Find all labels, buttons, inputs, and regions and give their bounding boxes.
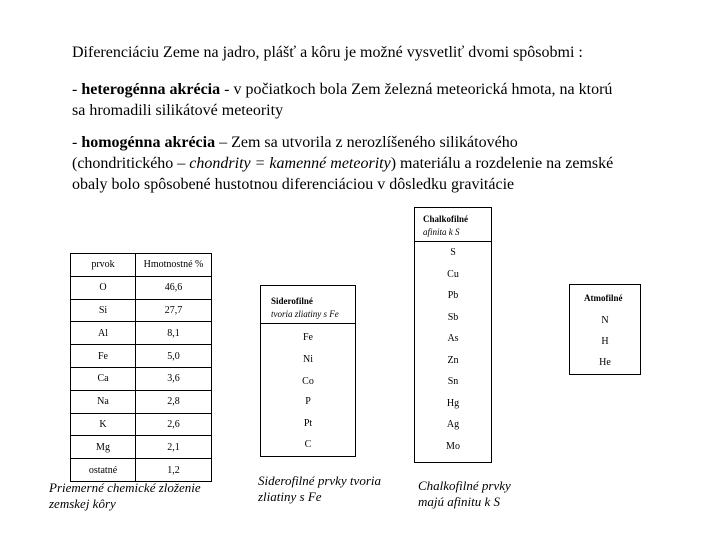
element-cell: Mg xyxy=(71,436,136,459)
siderophile-element: P xyxy=(305,396,311,407)
atmophile-title: Atmofilné xyxy=(584,293,623,303)
atmophile-element: H xyxy=(601,336,609,347)
chalcophile-caption-line1: Chalkofilné prvky xyxy=(418,478,511,493)
chalcophile-caption-line2: majú afinitu k S xyxy=(418,494,500,509)
homogeneous-line3: obaly bolo spôsobené hustotnou diferenciáciou v dôsledku gravitácie xyxy=(72,176,515,193)
header-mass-percent: Hmotnostné % xyxy=(136,254,212,277)
chalcophile-element: Hg xyxy=(446,398,460,409)
chalcophile-header-divider xyxy=(415,241,491,242)
siderophile-element: Fe xyxy=(303,332,313,343)
chalcophile-subtitle: afinita k S xyxy=(423,227,460,237)
siderophile-header-divider xyxy=(261,323,355,324)
crust-composition-table xyxy=(70,253,212,482)
siderophile-caption-line2: zliatiny s Fe xyxy=(258,489,322,504)
chalcophile-element: Zn xyxy=(447,355,459,366)
chalcophile-column xyxy=(414,207,492,463)
siderophile-caption-line1: Siderofilné prvky tvoria xyxy=(258,473,381,488)
element-cell: Si xyxy=(71,299,136,322)
value-cell: 3,6 xyxy=(136,367,212,390)
chalcophile-caption xyxy=(418,478,558,510)
table-row xyxy=(71,367,212,390)
chalcophile-element: Cu xyxy=(447,269,459,280)
chalcophile-element: Ag xyxy=(446,419,460,430)
homogeneous-line1: – Zem sa utvorila z nerozlíšeného silikátového xyxy=(215,134,518,151)
table-row xyxy=(71,276,212,299)
siderophile-element: Ni xyxy=(303,354,313,365)
siderophile-element: C xyxy=(304,439,312,450)
element-cell: Fe xyxy=(71,345,136,368)
table-row xyxy=(71,459,212,482)
homogeneous-line2-chondrites: chondrity = kamenné meteority xyxy=(189,155,391,172)
atmophile-element: He xyxy=(599,357,611,368)
table-row xyxy=(71,322,212,345)
chalcophile-element: Sb xyxy=(447,312,459,323)
element-cell: Na xyxy=(71,390,136,413)
value-cell: 2,1 xyxy=(136,436,212,459)
heterogeneous-term: heterogénna akrécia xyxy=(81,81,221,98)
table-header-row xyxy=(71,254,212,277)
chalcophile-element: As xyxy=(447,333,459,344)
siderophile-subtitle: tvoria zliatiny s Fe xyxy=(271,309,339,319)
table-row xyxy=(71,390,212,413)
element-cell: O xyxy=(71,276,136,299)
element-cell: Al xyxy=(71,322,136,345)
chalcophile-element: Sn xyxy=(447,376,459,387)
table-row xyxy=(71,413,212,436)
chalcophile-title: Chalkofilné xyxy=(423,214,469,224)
composition-caption-line2: zemskej kôry xyxy=(49,496,116,511)
value-cell: 8,1 xyxy=(136,322,212,345)
heterogeneous-accretion-paragraph: - heterogénna akrécia - v počiatkoch bola Zem železná meteorická hmota, na ktorú sa hromadili silikátové meteority xyxy=(72,79,712,121)
heterogeneous-line2: sa hromadili silikátové meteority xyxy=(72,102,284,119)
siderophile-element: Co xyxy=(302,376,314,387)
siderophile-column xyxy=(260,285,356,457)
heterogeneous-line1: - v počiatkoch bola Zem železná meteorická hmota, na ktorú xyxy=(220,81,613,98)
value-cell: 27,7 xyxy=(136,299,212,322)
element-cell: ostatné xyxy=(71,459,136,482)
composition-caption xyxy=(49,480,249,512)
value-cell: 46,6 xyxy=(136,276,212,299)
value-cell: 5,0 xyxy=(136,345,212,368)
atmophile-column xyxy=(569,284,641,375)
siderophile-caption xyxy=(258,473,418,505)
siderophile-element: Pt xyxy=(303,418,313,429)
homogeneous-line2c: ) materiálu a rozdelenie na zemské xyxy=(390,155,614,172)
table-row xyxy=(71,436,212,459)
homogeneous-accretion-paragraph: - homogénna akrécia – Zem sa utvorila z nerozlíšeného silikátového (chondritického – chondrity = kamenné meteority) materiálu a rozdelenie na zemské obaly bolo spôsobené hustotnou diferenciáciou v dôsledku gravitácie xyxy=(72,132,717,195)
value-cell: 1,2 xyxy=(136,459,212,482)
chalcophile-element: Mo xyxy=(446,441,460,452)
intro-text: Diferenciáciu Zeme na jadro, plášť a kôru je možné vysvetliť dvomi spôsobmi : xyxy=(72,44,583,61)
element-cell: Ca xyxy=(71,367,136,390)
homogeneous-term: homogénna akrécia xyxy=(81,134,216,151)
header-element: prvok xyxy=(71,254,136,277)
atmophile-element: N xyxy=(601,315,609,326)
homogeneous-line2a: (chondritického – xyxy=(72,155,190,172)
chalcophile-element: S xyxy=(450,247,456,258)
table-row xyxy=(71,299,212,322)
value-cell: 2,8 xyxy=(136,390,212,413)
chalcophile-element: Pb xyxy=(447,290,459,301)
value-cell: 2,6 xyxy=(136,413,212,436)
siderophile-title: Siderofilné xyxy=(271,296,313,306)
element-cell: K xyxy=(71,413,136,436)
composition-caption-line1: Priemerné chemické zloženie xyxy=(49,480,201,495)
table-row xyxy=(71,345,212,368)
